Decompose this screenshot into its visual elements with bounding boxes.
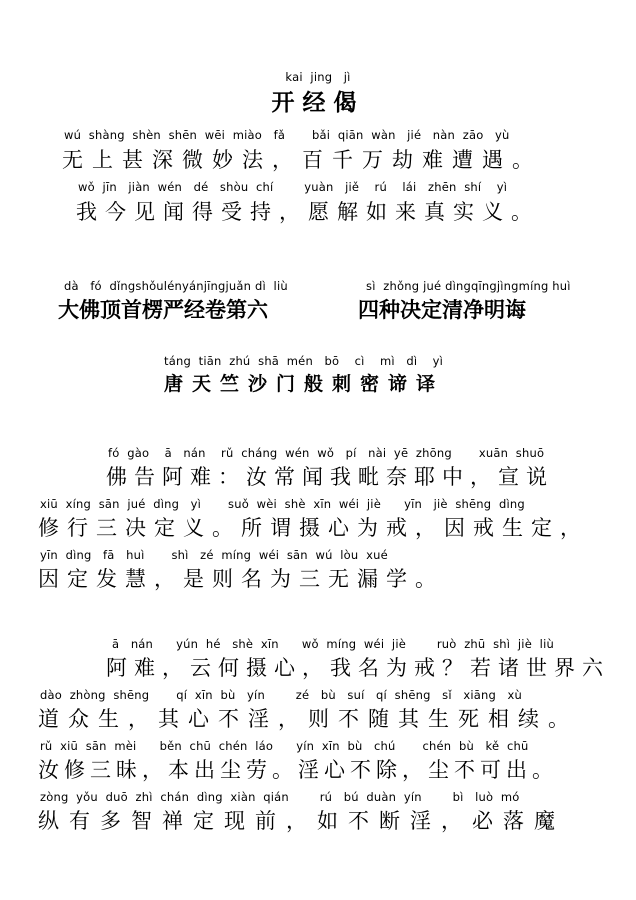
- para1-line-1-pinyin: fó gào ā nán rǔ cháng wén wǒ pí nài yē zhōng xuān shuō: [108, 446, 545, 460]
- para2-line-4: 纵有多智禅定现前，如不断淫，必落魔: [38, 809, 565, 833]
- para2-line-2: 道众生，其心不淫，则不随其生死相续。: [38, 707, 578, 731]
- sutra-title-right: 四种决定清净明诲: [358, 298, 526, 322]
- sutra-title-right-pinyin: sì zhǒng jué dìngqīngjìngmíng huì: [366, 279, 571, 293]
- para1-line-2: 修行三决定义。所谓摄心为戒，因戒生定，: [38, 516, 589, 540]
- para2-line-1: 阿难，云何摄心，我名为戒？若诸世界六: [106, 656, 610, 680]
- verse-line-1-pinyin: wú shàng shèn shēn wēi miào fǎ bǎi qiān wàn jié nàn zāo yù: [64, 128, 510, 142]
- para1-line-3-pinyin: yīn dìng fā huì shì zé míng wéi sān wú lòu xué: [40, 548, 388, 562]
- para1-line-2-pinyin: xiū xíng sān jué dìng yì suǒ wèi shè xīn wéi jiè yīn jiè shēng dìng: [40, 497, 525, 511]
- verse-line-1: 无上甚深微妙法，百千万劫难遭遇。: [62, 148, 542, 172]
- translator-line: 唐天竺沙门般刺密谛译: [164, 373, 445, 395]
- para1-line-3: 因定发慧，是则名为三无漏学。: [38, 567, 444, 591]
- para2-line-1-pinyin: ā nán yún hé shè xīn wǒ míng wéi jiè ruò zhū shì jiè liù: [112, 637, 554, 651]
- sutra-title-left: 大佛顶首楞严经卷第六: [58, 298, 268, 322]
- para2-line-4-pinyin: zòng yǒu duō zhì chán dìng xiàn qián rú bú duàn yín bì luò mó: [40, 790, 520, 804]
- verse-line-2-pinyin: wǒ jīn jiàn wén dé shòu chí yuàn jiě rú lái zhēn shí yì: [78, 180, 508, 194]
- verse-title: 开经偈: [271, 90, 365, 116]
- para2-line-3: 汝修三昧，本出尘劳。淫心不除，尘不可出。: [38, 758, 558, 782]
- para2-line-2-pinyin: dào zhòng shēng qí xīn bù yín zé bù suí qí shēng sǐ xiāng xù: [40, 688, 523, 702]
- verse-title-pinyin: kai jing jì: [285, 70, 351, 84]
- para1-line-1: 佛告阿难：汝常闻我毗奈耶中，宣说: [106, 465, 554, 489]
- sutra-title-left-pinyin: dà fó dǐngshǒulényánjīngjuǎn dì liù: [64, 279, 288, 293]
- translator-pinyin: táng tiān zhú shā mén bō cì mì dì yì: [164, 354, 444, 368]
- para2-line-3-pinyin: rǔ xiū sān mèi běn chū chén láo yín xīn bù chú chén bù kě chū: [40, 739, 529, 753]
- verse-line-2: 我今见闻得受持，愿解如来真实义。: [76, 200, 540, 224]
